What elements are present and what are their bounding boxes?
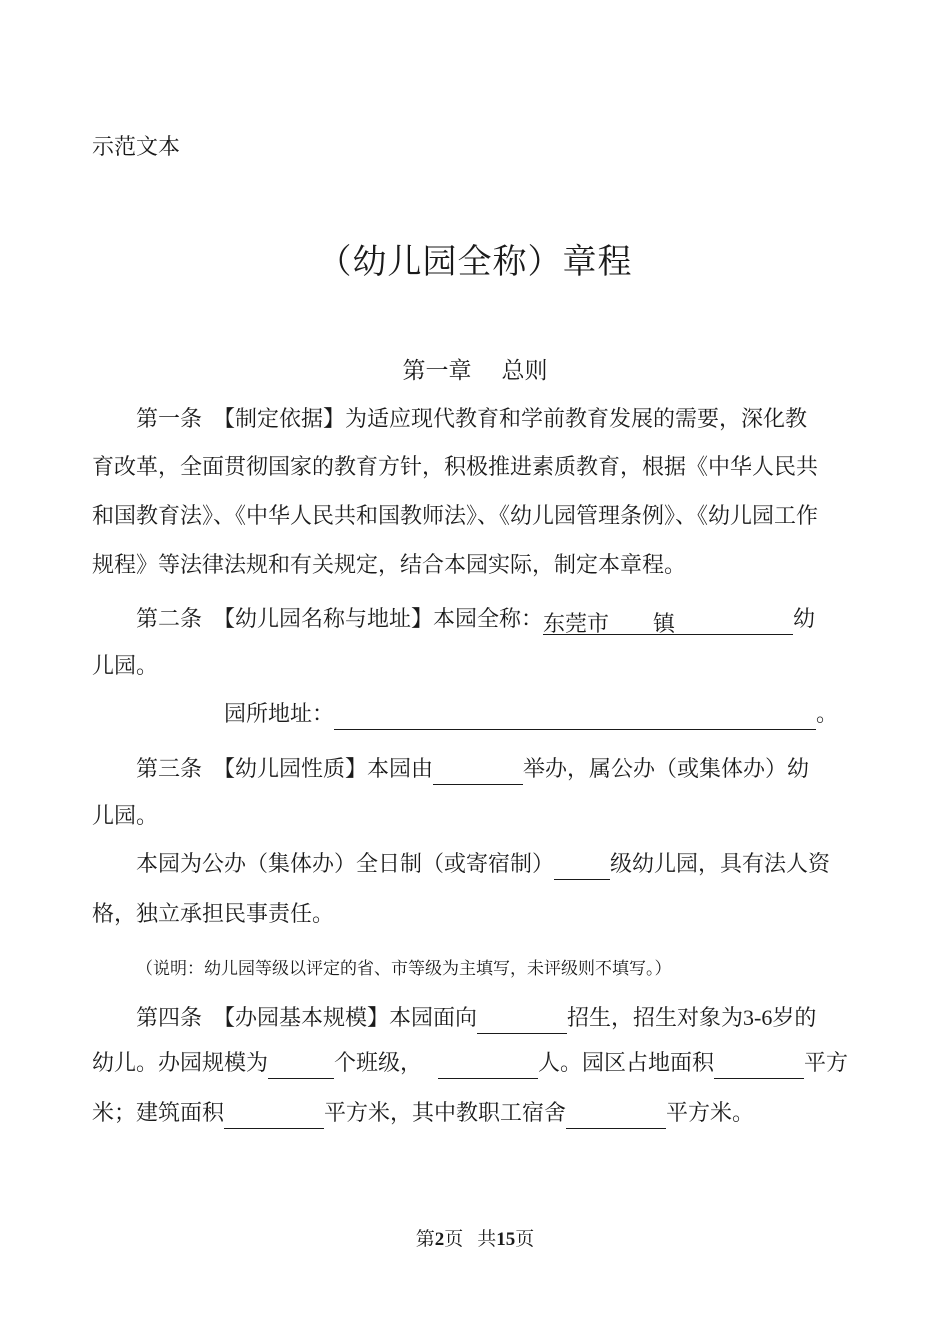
address-line [224,700,838,730]
article-3-line-1 [136,755,809,785]
chapter-name: 总则 [501,358,548,384]
article-4-l3a: 米；建筑面积 [92,1101,225,1126]
sample-text-label: 示范文本 [92,135,181,160]
page-prefix: 第 [415,1229,435,1250]
article-4-text-b: 岁的 [772,1006,817,1031]
page-footer [0,1224,950,1251]
article-3-mid: 举办，属公办（或集体办）幼 [523,757,810,782]
total-pages: 15 [496,1229,516,1250]
article-3-p2-line-2: 格，独立承担民事责任。 [92,902,335,927]
article-3-p2-tail: 级幼儿园，具有法人资 [610,852,831,877]
grade-blank[interactable] [554,855,610,880]
age-range: 3-6 [743,1005,773,1030]
address-label: 园所地址： [224,702,335,727]
article-2-line-2: 儿园。 [92,654,159,679]
address-end: 。 [816,702,839,727]
page-suffix: 页 [444,1229,464,1250]
article-4-line-3 [92,1099,754,1129]
article-4-line-2 [92,1049,848,1079]
article-2-line-1 [136,605,815,635]
town-name: 镇 [653,612,676,637]
article-2-intro: 第二条 【幼儿园名称与地址】本园全称： [136,607,544,632]
article-3-p2-line-1 [136,850,830,880]
article-3-p2-intro: 本园为公办（集体办）全日制（或寄宿制） [136,852,555,877]
article-1-line-1: 第一条 【制定依据】为适应现代教育和学前教育发展的需要，深化教 [136,407,808,432]
article-4-l3c: 平方米。 [666,1101,755,1126]
total-prefix: 共 [477,1229,497,1250]
kindergarten-name-blank[interactable] [543,610,793,635]
article-1-line-4: 规程》等法律法规和有关规定，结合本园实际，制定本章程。 [92,553,687,578]
article-4-l2d: 平方 [804,1051,849,1076]
address-blank[interactable] [334,705,816,730]
land-area-blank[interactable] [714,1054,804,1079]
chapter-heading [0,352,950,385]
article-3-line-2: 儿园。 [92,804,159,829]
article-2-tail: 幼 [793,607,816,632]
article-4-line-1 [136,1003,816,1034]
student-count-blank[interactable] [438,1054,538,1079]
article-1-line-2: 育改革，全面贯彻国家的教育方针，积极推进素质教育，根据《中华人民共 [92,455,819,480]
page-number: 2 [434,1229,445,1250]
article-4-intro: 第四条 【办园基本规模】本园面向 [136,1006,478,1031]
dorm-area-blank[interactable] [566,1104,666,1129]
grade-note: （说明：幼儿园等级以评定的省、市等级为主填写，未评级则不填写。） [136,959,672,979]
article-4-l2b: 个班级， [334,1051,423,1076]
article-4-l2c: 人。园区占地面积 [538,1051,715,1076]
enrollment-area-blank[interactable] [477,1009,567,1034]
building-area-blank[interactable] [224,1104,324,1129]
article-4-l3b: 平方米，其中教职工宿舍 [324,1101,567,1126]
class-count-blank[interactable] [268,1054,334,1079]
chapter-number: 第一章 [402,358,472,384]
article-1-line-3: 和国教育法》、《中华人民共和国教师法》、《幼儿园管理条例》、《幼儿园工作 [92,504,819,529]
article-4-text-a: 招生，招生对象为 [567,1006,744,1031]
article-3-intro: 第三条 【幼儿园性质】本园由 [136,757,434,782]
total-suffix: 页 [515,1229,535,1250]
document-title: （幼儿园全称）章程 [317,242,633,282]
sponsor-blank[interactable] [433,760,523,785]
city-name: 东莞市 [543,612,610,637]
article-4-l2a: 幼儿。办园规模为 [92,1051,269,1076]
